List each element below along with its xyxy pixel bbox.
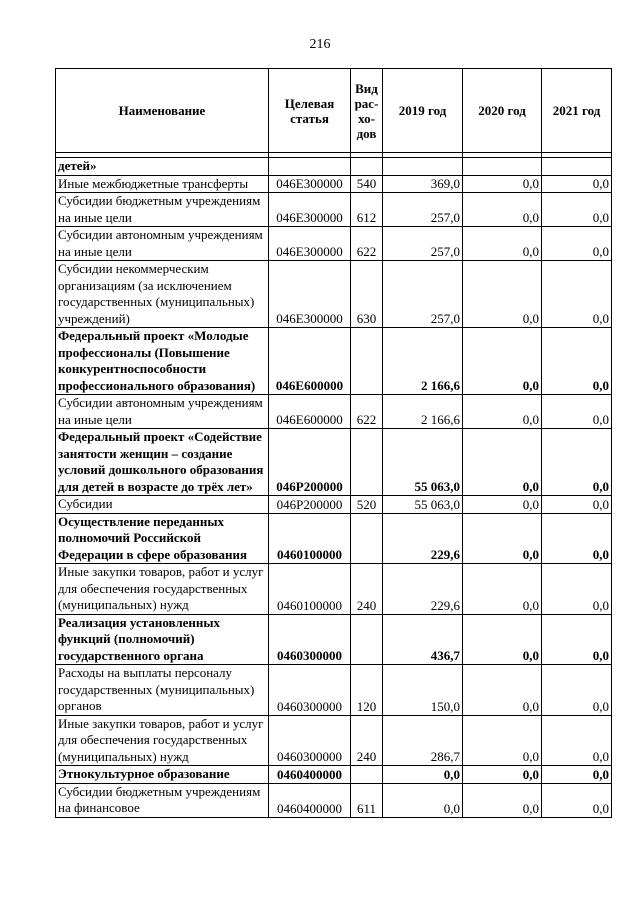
- row-value-2019: 2 166,6: [383, 328, 463, 395]
- row-expense-type: [351, 614, 383, 665]
- row-name: Иные закупки товаров, работ и услуг для обеспечения государственных (муниципальных) нужд: [56, 715, 269, 766]
- row-value-2020: 0,0: [463, 564, 542, 615]
- table-row: [56, 175, 612, 193]
- row-target-article: 046Е300000: [269, 175, 351, 193]
- row-target-article: 046Е600000: [269, 328, 351, 395]
- row-value-2020: 0,0: [463, 429, 542, 496]
- row-expense-type: [351, 158, 383, 176]
- row-value-2020: 0,0: [463, 395, 542, 429]
- header-name: Наименование: [56, 69, 269, 153]
- row-value-2019: 229,6: [383, 513, 463, 564]
- row-value-2020: 0,0: [463, 783, 542, 817]
- row-value-2021: 0,0: [542, 665, 612, 716]
- row-value-2019: 286,7: [383, 715, 463, 766]
- row-name: Федеральный проект «Молодые профессионалы (Повышение конкурентноспособности профессионального образования): [56, 328, 269, 395]
- row-value-2021: 0,0: [542, 227, 612, 261]
- row-value-2019: 0,0: [383, 766, 463, 784]
- row-value-2020: 0,0: [463, 261, 542, 328]
- row-target-article: [269, 158, 351, 176]
- row-value-2019: 257,0: [383, 193, 463, 227]
- row-value-2019: 369,0: [383, 175, 463, 193]
- row-target-article: 0460300000: [269, 715, 351, 766]
- row-expense-type: [351, 513, 383, 564]
- row-value-2021: 0,0: [542, 783, 612, 817]
- row-expense-type: 612: [351, 193, 383, 227]
- header-2021: 2021 год: [542, 69, 612, 153]
- row-value-2021: 0,0: [542, 328, 612, 395]
- table-row: [56, 158, 612, 176]
- row-value-2019: 436,7: [383, 614, 463, 665]
- row-value-2020: 0,0: [463, 328, 542, 395]
- table-row: [56, 193, 612, 227]
- row-name: Расходы на выплаты персоналу государственных (муниципальных) органов: [56, 665, 269, 716]
- row-value-2019: [383, 158, 463, 176]
- row-value-2020: 0,0: [463, 614, 542, 665]
- row-expense-type: [351, 766, 383, 784]
- row-value-2021: 0,0: [542, 175, 612, 193]
- row-expense-type: [351, 328, 383, 395]
- row-value-2019: 55 063,0: [383, 429, 463, 496]
- row-name: детей»: [56, 158, 269, 176]
- row-expense-type: 611: [351, 783, 383, 817]
- row-expense-type: 120: [351, 665, 383, 716]
- row-target-article: 046Е300000: [269, 227, 351, 261]
- row-name: Субсидии бюджетным учреждениям на финансовое: [56, 783, 269, 817]
- row-target-article: 0460400000: [269, 783, 351, 817]
- row-target-article: 046Р200000: [269, 429, 351, 496]
- row-value-2021: 0,0: [542, 395, 612, 429]
- table-row: [56, 766, 612, 784]
- table-row: [56, 564, 612, 615]
- row-target-article: 0460100000: [269, 513, 351, 564]
- row-value-2019: 0,0: [383, 783, 463, 817]
- table-row: [56, 513, 612, 564]
- row-value-2019: 229,6: [383, 564, 463, 615]
- row-name: Субсидии автономным учреждениям на иные цели: [56, 395, 269, 429]
- row-expense-type: 540: [351, 175, 383, 193]
- row-name: Иные закупки товаров, работ и услуг для обеспечения государственных (муниципальных) нужд: [56, 564, 269, 615]
- row-expense-type: 630: [351, 261, 383, 328]
- row-value-2020: 0,0: [463, 665, 542, 716]
- row-expense-type: [351, 429, 383, 496]
- row-expense-type: 520: [351, 496, 383, 514]
- row-name: Субсидии некоммерческим организациям (за исключением государственных (муниципальных) учреждений): [56, 261, 269, 328]
- budget-table: [55, 68, 612, 818]
- row-value-2021: 0,0: [542, 715, 612, 766]
- table-header-row: [56, 69, 612, 153]
- row-name: Субсидии бюджетным учреждениям на иные цели: [56, 193, 269, 227]
- row-target-article: 0460300000: [269, 665, 351, 716]
- row-expense-type: 622: [351, 395, 383, 429]
- row-value-2020: 0,0: [463, 766, 542, 784]
- row-target-article: 0460400000: [269, 766, 351, 784]
- row-target-article: 046Е600000: [269, 395, 351, 429]
- page-number: 216: [309, 37, 331, 52]
- header-2020: 2020 год: [463, 69, 542, 153]
- row-value-2019: 257,0: [383, 261, 463, 328]
- row-name: Реализация установленных функций (полномочий) государственного органа: [56, 614, 269, 665]
- table-row: [56, 715, 612, 766]
- row-value-2021: 0,0: [542, 513, 612, 564]
- table-row: [56, 783, 612, 817]
- row-name: Федеральный проект «Содействие занятости женщин – создание условий дошкольного образования для детей в возрасте до трёх лет»: [56, 429, 269, 496]
- header-target-article: Целевая статья: [269, 69, 351, 153]
- row-expense-type: 622: [351, 227, 383, 261]
- row-name: Субсидии: [56, 496, 269, 514]
- row-value-2021: 0,0: [542, 261, 612, 328]
- row-name: Иные межбюджетные трансферты: [56, 175, 269, 193]
- row-value-2020: [463, 158, 542, 176]
- row-value-2020: 0,0: [463, 715, 542, 766]
- row-target-article: 046Р200000: [269, 496, 351, 514]
- table-row: [56, 395, 612, 429]
- row-value-2019: 257,0: [383, 227, 463, 261]
- row-value-2021: 0,0: [542, 564, 612, 615]
- row-target-article: 046Е300000: [269, 193, 351, 227]
- row-value-2020: 0,0: [463, 193, 542, 227]
- row-value-2021: 0,0: [542, 429, 612, 496]
- row-value-2019: 2 166,6: [383, 395, 463, 429]
- table-row: [56, 227, 612, 261]
- row-name: Субсидии автономным учреждениям на иные цели: [56, 227, 269, 261]
- row-expense-type: 240: [351, 715, 383, 766]
- table-row: [56, 429, 612, 496]
- table-row: [56, 328, 612, 395]
- row-value-2021: 0,0: [542, 766, 612, 784]
- row-name: Осуществление переданных полномочий Российской Федерации в сфере образования: [56, 513, 269, 564]
- row-target-article: 0460300000: [269, 614, 351, 665]
- header-2019: 2019 год: [383, 69, 463, 153]
- row-value-2020: 0,0: [463, 227, 542, 261]
- table-row: [56, 496, 612, 514]
- row-value-2021: 0,0: [542, 193, 612, 227]
- row-value-2020: 0,0: [463, 513, 542, 564]
- table-row: [56, 614, 612, 665]
- row-target-article: 046Е300000: [269, 261, 351, 328]
- row-value-2019: 150,0: [383, 665, 463, 716]
- row-value-2021: [542, 158, 612, 176]
- table-row: [56, 261, 612, 328]
- row-name: Этнокультурное образование: [56, 766, 269, 784]
- row-value-2021: 0,0: [542, 614, 612, 665]
- table-row: [56, 665, 612, 716]
- row-expense-type: 240: [351, 564, 383, 615]
- row-value-2020: 0,0: [463, 175, 542, 193]
- row-value-2021: 0,0: [542, 496, 612, 514]
- row-target-article: 0460100000: [269, 564, 351, 615]
- row-value-2020: 0,0: [463, 496, 542, 514]
- row-value-2019: 55 063,0: [383, 496, 463, 514]
- header-expense-type: Вид рас-хо-дов: [351, 69, 383, 153]
